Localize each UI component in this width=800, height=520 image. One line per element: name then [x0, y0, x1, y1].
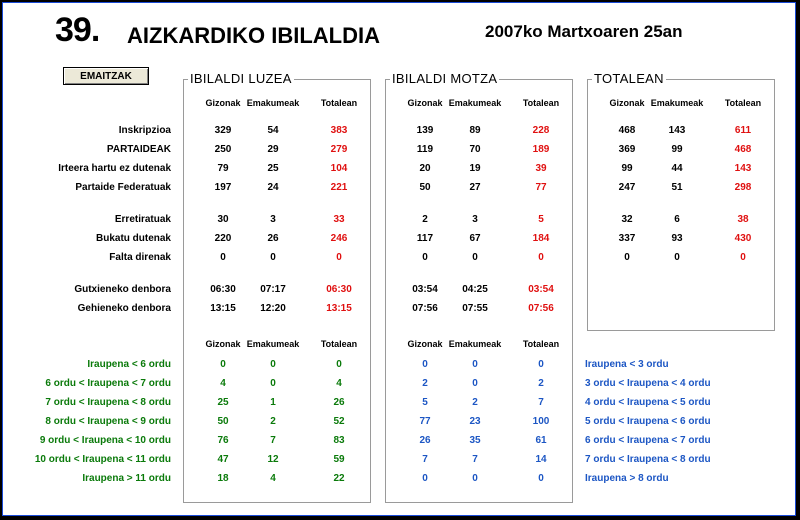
stat-label: Bukatu dutenak — [95, 233, 171, 244]
column-header: Emakumeak — [246, 98, 300, 108]
column-header: Totalean — [724, 98, 762, 108]
duration-short-value: 0 — [538, 473, 544, 484]
stat-value: 228 — [532, 125, 550, 136]
stat-value: 93 — [671, 233, 683, 244]
short-walk-legend: IBILALDI MOTZA — [392, 71, 498, 86]
duration-short-label: 5 ordu < Iraupena < 6 ordu — [585, 416, 711, 427]
duration-long-value: 47 — [217, 454, 229, 465]
stat-value: 06:30 — [326, 284, 352, 295]
stat-value: 89 — [469, 125, 481, 136]
duration-short-value: 0 — [472, 359, 478, 370]
duration-short-label: 4 ordu < Iraupena < 5 ordu — [585, 397, 711, 408]
results-button[interactable]: EMAITZAK — [63, 67, 149, 85]
duration-short-label: Iraupena < 3 ordu — [585, 359, 669, 370]
column-header: Gizonak — [407, 98, 443, 108]
duration-short-value: 2 — [538, 378, 544, 389]
duration-short-value: 5 — [422, 397, 428, 408]
stat-value: 468 — [734, 144, 752, 155]
duration-short-value: 0 — [422, 473, 428, 484]
stat-value: 07:56 — [412, 303, 438, 314]
stat-value: 38 — [737, 214, 749, 225]
stat-value: 07:17 — [260, 284, 286, 295]
stat-value: 27 — [469, 182, 481, 193]
stat-value: 67 — [469, 233, 481, 244]
stat-value: 50 — [419, 182, 431, 193]
column-header: Emakumeak — [448, 98, 502, 108]
stat-value: 430 — [734, 233, 752, 244]
stat-value: 07:55 — [462, 303, 488, 314]
duration-long-label: 6 ordu < Iraupena < 7 ordu — [45, 378, 171, 389]
stat-value: 104 — [330, 163, 348, 174]
stat-value: 54 — [267, 125, 279, 136]
duration-short-value: 14 — [535, 454, 547, 465]
duration-short-value: 0 — [472, 473, 478, 484]
duration-long-value: 59 — [333, 454, 345, 465]
column-header: Emakumeak — [448, 339, 502, 349]
stat-label: Gehieneko denbora — [77, 303, 171, 314]
duration-short-value: 2 — [472, 397, 478, 408]
duration-long-label: Iraupena < 6 ordu — [87, 359, 171, 370]
stat-label: Inskripzioa — [118, 125, 171, 136]
stat-value: 24 — [267, 182, 279, 193]
duration-short-value: 0 — [422, 359, 428, 370]
stat-value: 79 — [217, 163, 229, 174]
stat-value: 32 — [621, 214, 633, 225]
duration-long-value: 0 — [270, 359, 276, 370]
stat-value: 07:56 — [528, 303, 554, 314]
stat-value: 298 — [734, 182, 752, 193]
duration-long-value: 22 — [333, 473, 345, 484]
stat-value: 139 — [416, 125, 434, 136]
stat-value: 0 — [538, 252, 544, 263]
stat-value: 119 — [416, 144, 434, 155]
total-legend: TOTALEAN — [594, 71, 664, 86]
stat-value: 39 — [535, 163, 547, 174]
column-header: Emakumeak — [246, 339, 300, 349]
duration-long-value: 4 — [270, 473, 276, 484]
stat-value: 197 — [214, 182, 232, 193]
stat-value: 0 — [422, 252, 428, 263]
stat-value: 44 — [671, 163, 683, 174]
stat-value: 99 — [671, 144, 683, 155]
duration-long-value: 25 — [217, 397, 229, 408]
stat-value: 250 — [214, 144, 232, 155]
stat-value: 70 — [469, 144, 481, 155]
stat-value: 143 — [734, 163, 752, 174]
duration-long-label: 9 ordu < Iraupena < 10 ordu — [39, 435, 171, 446]
stat-value: 12:20 — [260, 303, 286, 314]
stat-value: 247 — [618, 182, 636, 193]
stat-value: 26 — [267, 233, 279, 244]
stat-value: 611 — [734, 125, 752, 136]
stat-value: 3 — [270, 214, 276, 225]
column-header: Totalean — [320, 98, 358, 108]
stat-value: 5 — [538, 214, 544, 225]
stat-value: 30 — [217, 214, 229, 225]
results-window — [2, 2, 796, 516]
stat-value: 337 — [618, 233, 636, 244]
duration-long-value: 7 — [270, 435, 276, 446]
column-header: Gizonak — [205, 339, 241, 349]
duration-short-value: 23 — [469, 416, 481, 427]
column-header: Gizonak — [205, 98, 241, 108]
column-header: Gizonak — [609, 98, 645, 108]
stat-label: Irteera hartu ez dutenak — [58, 163, 171, 174]
stat-value: 2 — [422, 214, 428, 225]
stat-value: 329 — [214, 125, 232, 136]
stat-value: 13:15 — [210, 303, 236, 314]
stat-label: Erretiratuak — [114, 214, 171, 225]
column-header: Totalean — [522, 98, 560, 108]
duration-short-value: 26 — [419, 435, 431, 446]
duration-long-value: 4 — [336, 378, 342, 389]
duration-short-value: 7 — [538, 397, 544, 408]
duration-long-label: Iraupena > 11 ordu — [82, 473, 171, 484]
stat-value: 06:30 — [210, 284, 236, 295]
duration-long-value: 12 — [267, 454, 279, 465]
stat-label: PARTAIDEAK — [106, 144, 171, 155]
stat-value: 0 — [220, 252, 226, 263]
column-header: Totalean — [320, 339, 358, 349]
duration-short-value: 100 — [532, 416, 550, 427]
duration-short-value: 7 — [472, 454, 478, 465]
long-walk-legend: IBILALDI LUZEA — [190, 71, 292, 86]
column-header: Emakumeak — [650, 98, 704, 108]
duration-long-value: 0 — [220, 359, 226, 370]
column-header: Gizonak — [407, 339, 443, 349]
duration-long-label: 10 ordu < Iraupena < 11 ordu — [34, 454, 171, 465]
stat-value: 143 — [668, 125, 686, 136]
stat-value: 220 — [214, 233, 232, 244]
stat-value: 6 — [674, 214, 680, 225]
column-header: Totalean — [522, 339, 560, 349]
duration-long-value: 2 — [270, 416, 276, 427]
stat-value: 0 — [336, 252, 342, 263]
duration-short-value: 77 — [419, 416, 431, 427]
stat-value: 246 — [330, 233, 348, 244]
stat-value: 25 — [267, 163, 279, 174]
stat-value: 189 — [532, 144, 550, 155]
stat-value: 99 — [621, 163, 633, 174]
duration-short-value: 61 — [535, 435, 547, 446]
stat-value: 04:25 — [462, 284, 488, 295]
stat-value: 03:54 — [528, 284, 554, 295]
stat-value: 0 — [624, 252, 630, 263]
stat-label: Partaide Federatuak — [75, 182, 171, 193]
duration-long-value: 50 — [217, 416, 229, 427]
duration-long-label: 8 ordu < Iraupena < 9 ordu — [45, 416, 171, 427]
event-date: 2007ko Martxoaren 25an — [485, 22, 683, 41]
duration-long-value: 83 — [333, 435, 345, 446]
stat-value: 03:54 — [412, 284, 438, 295]
stat-value: 0 — [740, 252, 746, 263]
duration-short-value: 0 — [472, 378, 478, 389]
stat-value: 13:15 — [326, 303, 352, 314]
duration-short-value: 35 — [469, 435, 481, 446]
duration-short-value: 2 — [422, 378, 428, 389]
stat-value: 19 — [469, 163, 481, 174]
stat-value: 0 — [674, 252, 680, 263]
stat-value: 0 — [472, 252, 478, 263]
page-title: AIZKARDIKO IBILALDIA — [127, 23, 380, 48]
duration-short-label: Iraupena > 8 ordu — [585, 473, 669, 484]
edition-number: 39. — [55, 11, 100, 49]
duration-long-value: 0 — [270, 378, 276, 389]
stat-value: 184 — [532, 233, 550, 244]
stat-label: Gutxieneko denbora — [74, 284, 171, 295]
stat-value: 221 — [330, 182, 348, 193]
stat-value: 33 — [333, 214, 345, 225]
stat-value: 3 — [472, 214, 478, 225]
stat-value: 279 — [330, 144, 348, 155]
duration-long-value: 1 — [270, 397, 276, 408]
stat-value: 51 — [671, 182, 683, 193]
stat-value: 0 — [270, 252, 276, 263]
duration-long-value: 4 — [220, 378, 226, 389]
stat-value: 369 — [618, 144, 636, 155]
duration-long-label: 7 ordu < Iraupena < 8 ordu — [45, 397, 171, 408]
duration-long-value: 18 — [217, 473, 229, 484]
stat-value: 383 — [330, 125, 348, 136]
stat-label: Falta direnak — [109, 252, 171, 263]
duration-long-value: 52 — [333, 416, 345, 427]
duration-short-label: 6 ordu < Iraupena < 7 ordu — [585, 435, 711, 446]
duration-short-value: 7 — [422, 454, 428, 465]
stat-value: 77 — [535, 182, 547, 193]
stat-value: 468 — [618, 125, 636, 136]
stat-value: 20 — [419, 163, 431, 174]
duration-long-value: 0 — [336, 359, 342, 370]
duration-short-label: 3 ordu < Iraupena < 4 ordu — [585, 378, 711, 389]
duration-long-value: 26 — [333, 397, 345, 408]
duration-short-label: 7 ordu < Iraupena < 8 ordu — [585, 454, 711, 465]
duration-short-value: 0 — [538, 359, 544, 370]
duration-long-value: 76 — [217, 435, 229, 446]
stat-value: 117 — [416, 233, 434, 244]
total-panel — [587, 71, 775, 331]
stat-value: 29 — [267, 144, 279, 155]
